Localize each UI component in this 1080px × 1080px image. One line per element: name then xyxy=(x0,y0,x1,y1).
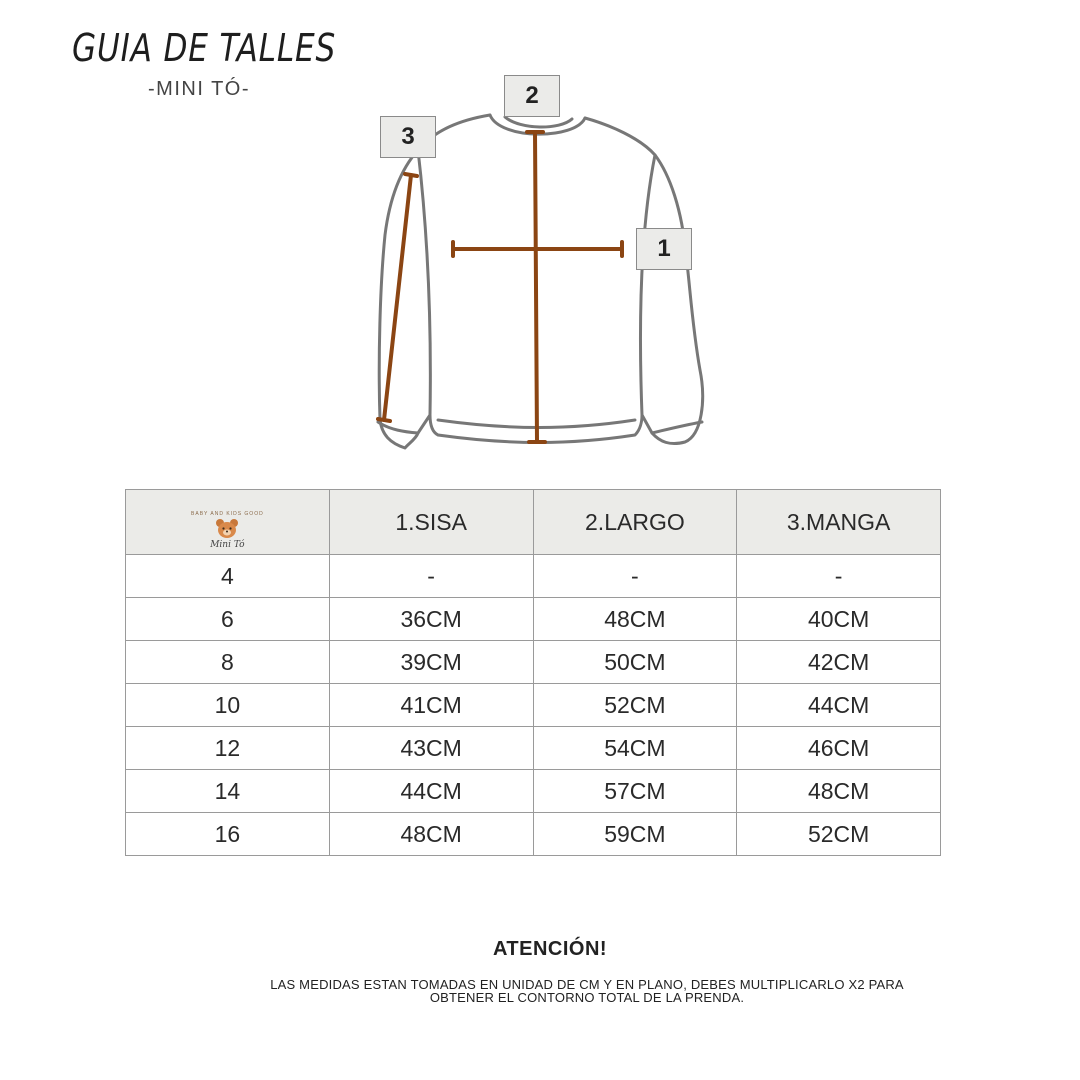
sweatshirt-diagram xyxy=(360,70,720,460)
bear-face-icon xyxy=(214,517,240,539)
manga-cell: 44CM xyxy=(737,684,941,727)
table-row xyxy=(126,727,941,770)
table-row xyxy=(126,813,941,856)
largo-cell: 52CM xyxy=(533,684,737,727)
logo-name: Mini Tó xyxy=(210,540,245,550)
manga-cell: 52CM xyxy=(737,813,941,856)
largo-cell: 54CM xyxy=(533,727,737,770)
size-cell: 12 xyxy=(126,727,330,770)
size-cell: 8 xyxy=(126,641,330,684)
largo-cell: - xyxy=(533,555,737,598)
size-cell: 6 xyxy=(126,598,330,641)
notice-line-1: LAS MEDIDAS ESTAN TOMADAS EN UNIDAD DE CM Y EN PLANO, DEBES MULTIPLICARLO X2 PARA xyxy=(270,977,904,992)
notice-line-2: OBTENER EL CONTORNO TOTAL DE LA PRENDA. xyxy=(429,990,745,1005)
sisa-cell: 44CM xyxy=(329,770,533,813)
col-header-sisa: 1.SISA xyxy=(329,490,533,555)
sisa-cell: 43CM xyxy=(329,727,533,770)
label-tag-1: 1 xyxy=(636,228,692,270)
right-armhole xyxy=(641,155,655,415)
table-header-row xyxy=(126,490,941,555)
manga-cell: - xyxy=(737,555,941,598)
collar-inner xyxy=(505,117,572,127)
table-row xyxy=(126,598,941,641)
size-cell: 16 xyxy=(126,813,330,856)
sisa-cell: 41CM xyxy=(329,684,533,727)
table-row xyxy=(126,770,941,813)
size-table xyxy=(125,489,941,856)
col-header-manga: 3.MANGA xyxy=(737,490,941,555)
col-header-largo: 2.LARGO xyxy=(533,490,737,555)
size-cell: 4 xyxy=(126,555,330,598)
sisa-cell: 48CM xyxy=(329,813,533,856)
logo-tagline: BABY AND KIDS GOOD xyxy=(191,511,264,517)
table-row xyxy=(126,555,941,598)
notice-text xyxy=(232,978,942,1004)
largo-cell: 48CM xyxy=(533,598,737,641)
label-tag-2: 2 xyxy=(504,75,560,117)
manga-cell: 40CM xyxy=(737,598,941,641)
brand-subtitle: -MINI TÓ- xyxy=(148,78,251,100)
table-row xyxy=(126,641,941,684)
table-row xyxy=(126,684,941,727)
largo-measure-line xyxy=(535,132,537,442)
notice-title: ATENCIÓN! xyxy=(492,938,608,960)
largo-cell: 50CM xyxy=(533,641,737,684)
largo-cell: 57CM xyxy=(533,770,737,813)
largo-cell: 59CM xyxy=(533,813,737,856)
sisa-cell: 36CM xyxy=(329,598,533,641)
manga-cell: 48CM xyxy=(737,770,941,813)
sisa-cell: - xyxy=(329,555,533,598)
manga-cell: 46CM xyxy=(737,727,941,770)
logo-header-cell xyxy=(126,490,330,555)
left-armhole xyxy=(418,150,430,415)
size-cell: 10 xyxy=(126,684,330,727)
sisa-cell: 39CM xyxy=(329,641,533,684)
label-tag-3: 3 xyxy=(380,116,436,158)
page-title: GUIA DE TALLES xyxy=(72,26,337,70)
manga-cell: 42CM xyxy=(737,641,941,684)
size-cell: 14 xyxy=(126,770,330,813)
brand-logo xyxy=(191,511,264,550)
